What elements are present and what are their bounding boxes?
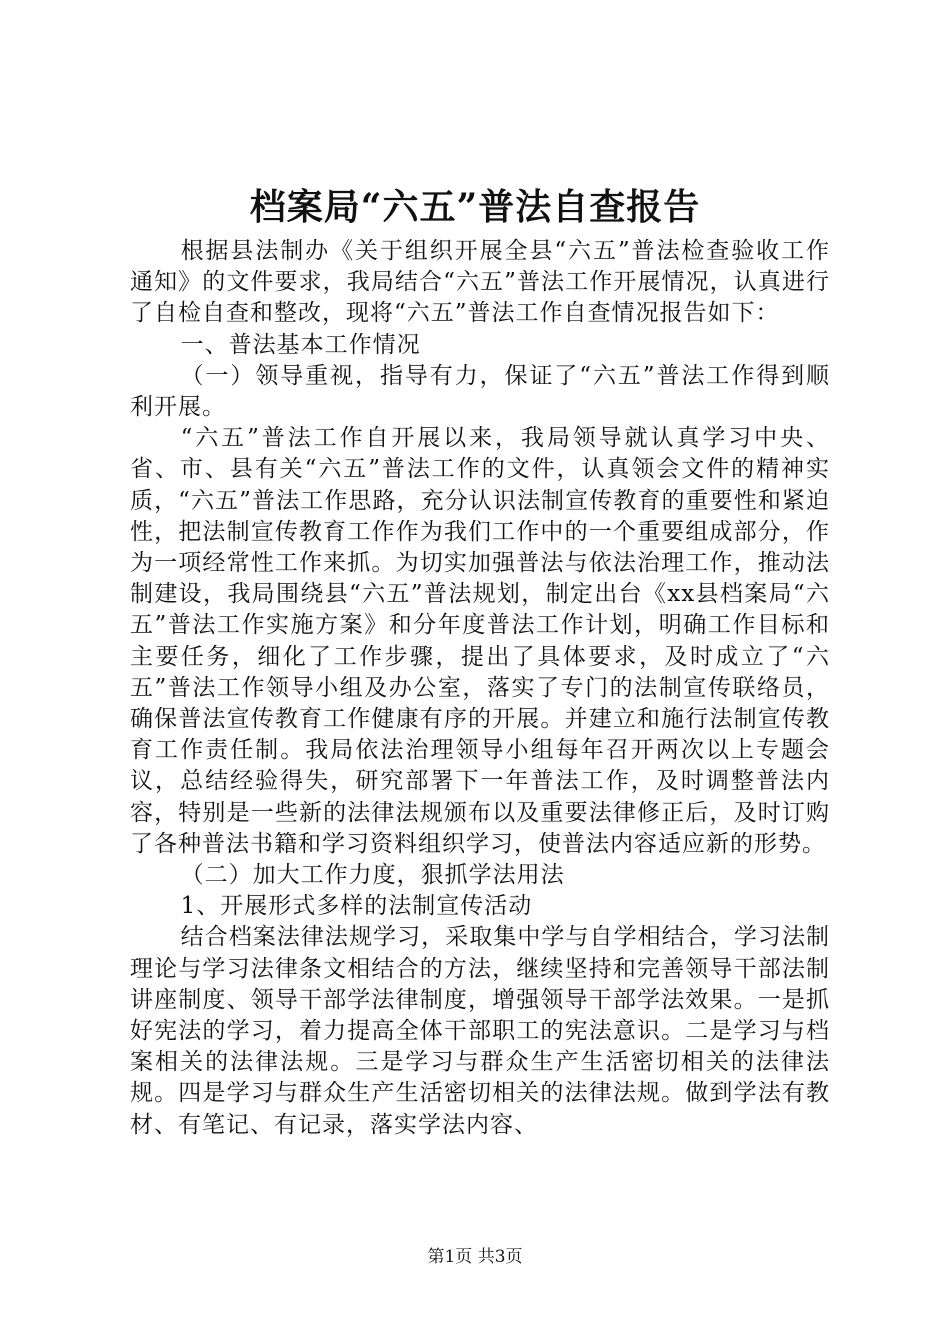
page-footer: 第1页 共3页 (427, 1247, 523, 1267)
intro-paragraph: 根据县法制办《关于组织开展全县“六五”普法检查验收工作通知》的文件要求，我局结合“六五”普法工作开展情况，认真进行了自检自查和整改，现将“六五”普法工作自查情况报告如下： (130, 238, 830, 327)
subsection-heading-1: （一）领导重视，指导有力，保证了“六五”普法工作得到顺利开展。 (130, 362, 830, 421)
section-heading-1: 一、普法基本工作情况 (180, 331, 421, 358)
body-paragraph-2: 结合档案法律法规学习，采取集中学与自学相结合，学习法制理论与学习法律条文相结合的方法，继续坚持和完善领导干部法制讲座制度、领导干部学法律制度，增强领导干部学法效果。一是抓好宪法的学习，着力提高全体干部职工的宪法意识。二是学习与档案相关的法律法规。三是学习与群众生产生活密切相关的法律法规。四是学习与群众生产生活密切相关的法律法规。做到学法有教材、有笔记、有记录，落实学法内容、 (130, 924, 830, 1138)
item-heading-1: 1、开展形式多样的法制宣传活动 (180, 893, 533, 920)
body-paragraph-1: “六五”普法工作自开展以来，我局领导就认真学习中央、省、市、县有关“六五”普法工作的文件，认真领会文件的精神实质，“六五”普法工作思路，充分认识法制宣传教育的重要性和紧迫性，把法制宣传教育工作作为我们工作中的一个重要组成部分，作为一项经常性工作来抓。为切实加强普法与依法治理工作，推动法制建设，我局围绕县“六五”普法规划，制定出台《xx县档案局“六五”普法工作实施方案》和分年度普法工作计划，明确工作目标和主要任务，细化了工作步骤，提出了具体要求，及时成立了“六五”普法工作领导小组及办公室，落实了专门的法制宣传联络员，确保普法宣传教育工作健康有序的开展。并建立和施行法制宣传教育工作责任制。我局依法治理领导小组每年召开两次以上专题会议，总结经验得失，研究部署下一年普法工作，及时调整普法内容，特别是一些新的法律法规颁布以及重要法律修正后，及时订购了各种普法书籍和学习资料组织学习，使普法内容适应新的形势。 (130, 425, 830, 857)
document-body (130, 236, 830, 1141)
page-title: 档案局“六五”普法自查报告 (249, 186, 701, 228)
subsection-heading-2: （二）加大工作力度，狠抓学法用法 (180, 862, 565, 889)
